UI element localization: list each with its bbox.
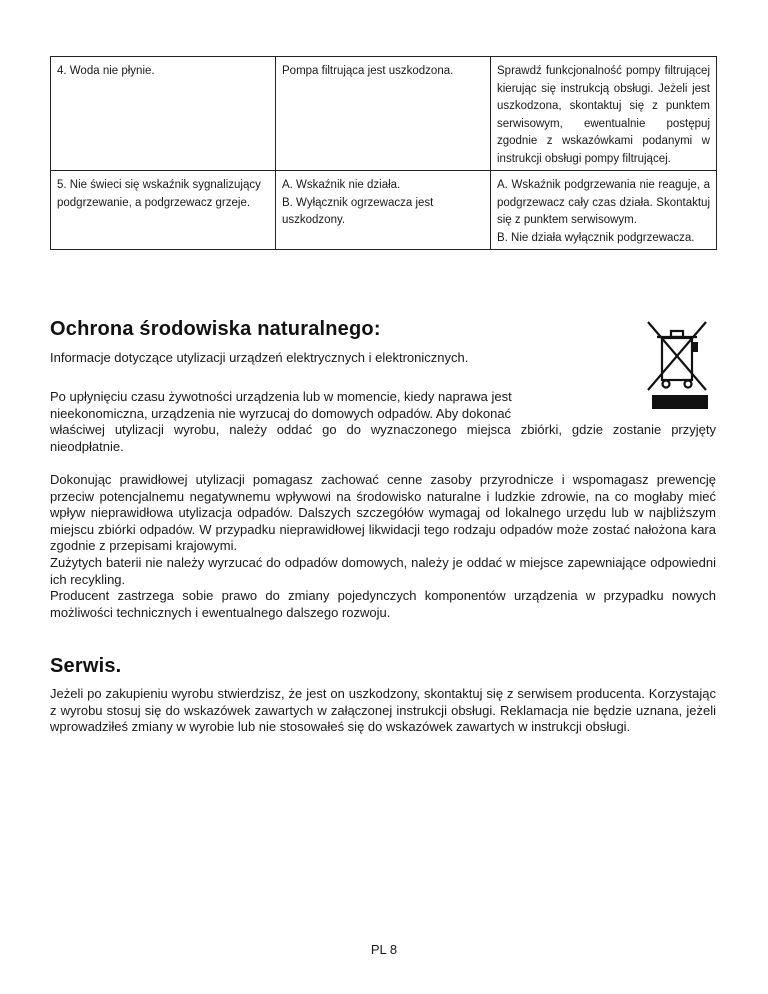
problem-cell: 4. Woda nie płynie.: [51, 57, 276, 171]
solution-cell: A. Wskaźnik podgrzewania nie reaguje, a podgrzewacz cały czas działa. Skontaktuj się z punktem serwisowym. B. Nie działa wyłącznik podgrzewacza.: [491, 171, 717, 250]
environment-paragraph-2: Dokonując prawidłowej utylizacji pomagasz zachować cenne zasoby przyrodnicze i wspomagasz prewencję przeciw potencjalnemu negatywnemu wpływowi na środowisko naturalne i ludzkie zdrowie, na co mogłaby mieć wpływ nieprawidłowa utylizacja odpadów. Dalszych szczegółów wymagaj od lokalnego urzędu lub w najbliższym miejscu zbiórki odpadów. W przypadku nieprawidłowej likwidacji tego rodzaju odpadów może zostać nałożona kara zgodnie z przepisami krajowymi. Zużytych baterii nie należy wyrzucać do odpadów domowych, należy je oddać w miejsce zapewniające odpowiedni ich recykling. Producent zastrzega sobie prawo do zmiany pojedynczych komponentów urządzenia w przypadku nowych możliwości technicznych i ewentualnego dalszego rozwoju.: [50, 472, 716, 620]
table-row: [51, 171, 717, 250]
page-number: PL 8: [370, 942, 398, 957]
service-heading: Serwis.: [50, 655, 122, 677]
cause-cell: Pompa filtrująca jest uszkodzona.: [276, 57, 491, 171]
environment-paragraph-1: Po upłynięciu czasu żywotności urządzenia lub w momencie, kiedy naprawa jest nieekonomiczna, urządzenia nie wyrzucaj do domowych odpadów. Aby dokonać właściwej utylizacji wyrobu, należy oddać go do wyznaczonego miejsca zbiórki, gdzie zostanie przyjęty nieodpłatnie.: [50, 389, 716, 454]
cause-cell: A. Wskaźnik nie działa. B. Wyłącznik ogrzewacza jest uszkodzony.: [276, 171, 491, 250]
environment-heading: Ochrona środowiska naturalnego:: [50, 318, 381, 340]
solution-cell: Sprawdź funkcjonalność pompy filtrującej kierując się instrukcją obsługi. Jeżeli jest uszkodzona, skontaktuj się z punktem serwisowym, ewentualnie postępuj zgodnie z wskazówkami podanymi w instrukcji obsługi pompy filtrującej.: [491, 57, 717, 171]
troubleshooting-table: [50, 56, 717, 250]
service-paragraph: Jeżeli po zakupieniu wyrobu stwierdzisz, że jest on uszkodzony, skontaktuj się z serwisem producenta. Korzystając z wyrobu stosuj się do wskazówek zawartych w załączonej instrukcji obsługi. Reklamacja nie będzie uznana, jeżeli wprowadziłeś zmiany w wyrobie lub nie stosowałeś się do wskazówek zawartych w instrukcji obsługi.: [50, 686, 716, 735]
table-row: [51, 57, 717, 171]
environment-intro: Informacje dotyczące utylizacji urządzeń elektrycznych i elektronicznych.: [50, 350, 469, 365]
problem-cell: 5. Nie świeci się wskaźnik sygnalizujący podgrzewanie, a podgrzewacz grzeje.: [51, 171, 276, 250]
